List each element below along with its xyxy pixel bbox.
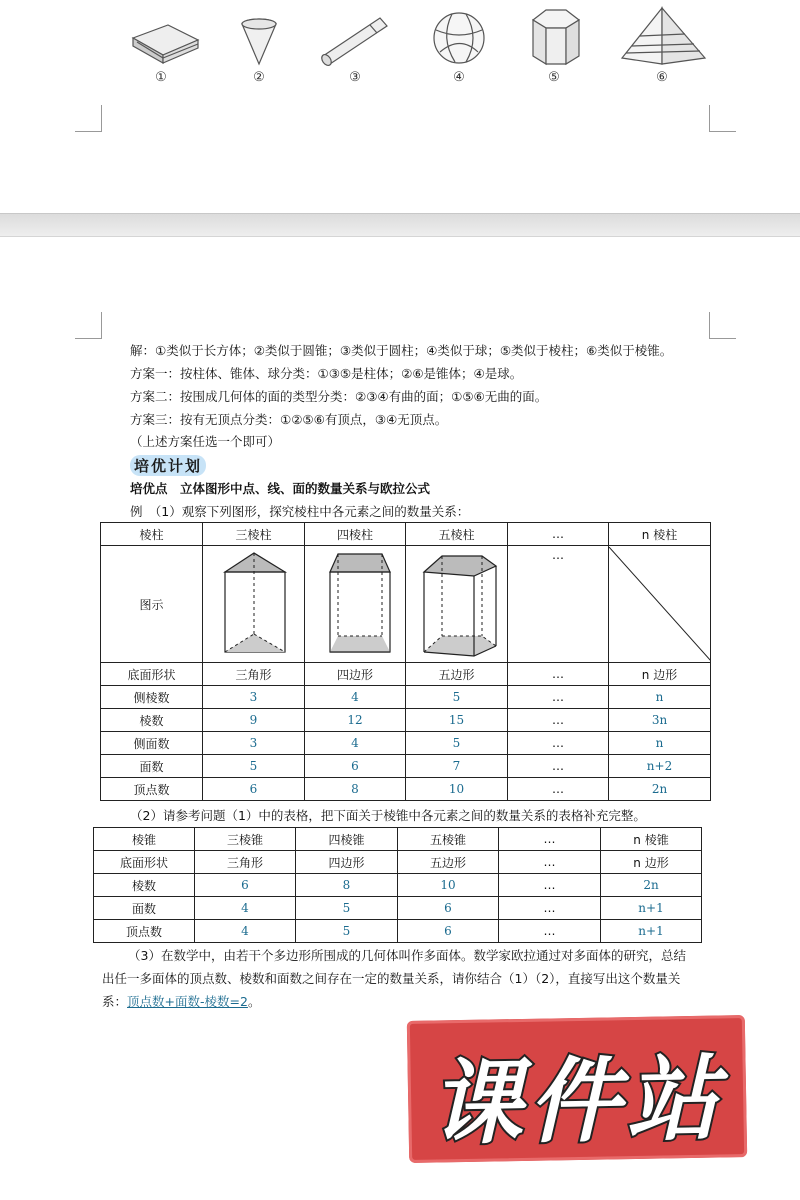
shape-label-3: ③	[349, 70, 361, 85]
table-cell: 棱锥	[94, 828, 195, 851]
solution-line-5: （上述方案任选一个即可）	[130, 434, 281, 449]
square-prism-icon	[310, 548, 400, 658]
table-cell: 五棱柱	[406, 523, 508, 546]
shape-label-2: ②	[253, 70, 265, 85]
table-cell: …	[508, 663, 609, 686]
table-cell: 6	[195, 874, 296, 897]
table-cell: 五边形	[398, 851, 499, 874]
table-cell: 5	[296, 920, 398, 943]
table-cell: 2n	[609, 778, 711, 801]
table-cell: 4	[195, 920, 296, 943]
table-cell: …	[508, 686, 609, 709]
square-prism-figure	[305, 546, 406, 663]
table-cell: 侧棱数	[101, 686, 203, 709]
table-cell: 10	[406, 778, 508, 801]
table-cell: …	[508, 778, 609, 801]
table-cell: 底面形状	[101, 663, 203, 686]
table-cell: 面数	[94, 897, 195, 920]
table-cell: …	[508, 755, 609, 778]
table-cell: 10	[398, 874, 499, 897]
table-row	[101, 686, 711, 709]
pencil-box-icon	[533, 10, 579, 64]
table-cell: 5	[406, 732, 508, 755]
solution-line-3: 方案二：按围成几何体的面的类型分类：②③④有曲的面；①⑤⑥无曲的面。	[130, 389, 548, 404]
page-separator	[0, 213, 800, 237]
table-cell: …	[508, 732, 609, 755]
table-cell: 3	[203, 686, 305, 709]
table-cell: 棱数	[101, 709, 203, 732]
table-cell: 4	[305, 732, 406, 755]
table-cell: 8	[296, 874, 398, 897]
pyramid-table	[93, 827, 702, 943]
section-heading: 培优计划	[130, 455, 206, 476]
table-cell: n	[609, 686, 711, 709]
table-row	[101, 755, 711, 778]
table-cell: 7	[406, 755, 508, 778]
table-cell: n+1	[601, 897, 702, 920]
page-corner-mark	[709, 312, 736, 339]
table-cell: 五边形	[406, 663, 508, 686]
table-cell: 6	[398, 897, 499, 920]
table-cell: 三角形	[203, 663, 305, 686]
triangular-prism-figure	[203, 546, 305, 663]
section-subheading: 培优点 立体图形中点、线、面的数量关系与欧拉公式	[130, 481, 431, 496]
table-cell: …	[508, 523, 609, 546]
table-cell: 5	[203, 755, 305, 778]
table-row	[101, 732, 711, 755]
table-cell: 棱数	[94, 874, 195, 897]
table-cell: 5	[296, 897, 398, 920]
table-cell: n 边形	[601, 851, 702, 874]
example-intro: 例 （1）观察下列图形，探究棱柱中各元素之间的数量关系：	[130, 504, 470, 519]
table-cell: …	[499, 874, 601, 897]
table-cell: 2n	[601, 874, 702, 897]
part3-line-1: （3）在数学中，由若干个多边形所围成的几何体叫作多面体。数学家欧拉通过对多面体的研究，总结	[128, 948, 686, 963]
table-cell: …	[508, 546, 609, 663]
table-cell: 四边形	[305, 663, 406, 686]
table-row	[94, 897, 702, 920]
shape-label-4: ④	[453, 70, 465, 85]
part2-text: （2）请参考问题（1）中的表格，把下面关于棱锥中各元素之间的数量关系的表格补充完整。	[130, 808, 646, 823]
table-cell: 6	[305, 755, 406, 778]
table-cell: 四棱柱	[305, 523, 406, 546]
shape-label-1: ①	[155, 70, 167, 85]
table-cell: 9	[203, 709, 305, 732]
watermark-stamp	[407, 1015, 747, 1163]
table-row	[101, 709, 711, 732]
table-cell: 4	[195, 897, 296, 920]
shape-label-5: ⑤	[548, 70, 560, 85]
table-row	[101, 778, 711, 801]
table-cell: 4	[305, 686, 406, 709]
pentagonal-prism-icon	[412, 548, 502, 658]
pentagonal-prism-figure	[406, 546, 508, 663]
table-row	[94, 851, 702, 874]
table-row-figures	[101, 546, 711, 663]
book-icon	[133, 25, 198, 63]
table-cell: 三角形	[195, 851, 296, 874]
stamp-text: 课件站	[429, 1045, 726, 1158]
diagonal-line-icon	[609, 547, 711, 661]
part3-line-2: 出任一多面体的顶点数、棱数和面数之间存在一定的数量关系，请你结合（1）（2），直接写出这个数量关	[102, 971, 681, 986]
part3-suffix: 。	[247, 994, 261, 1009]
table-cell: 6	[398, 920, 499, 943]
table-cell: 8	[305, 778, 406, 801]
table-cell: …	[499, 897, 601, 920]
part3-prefix: 系：	[102, 994, 128, 1009]
n-prism-figure	[609, 546, 711, 663]
pencil-icon	[320, 18, 387, 67]
table-cell: 四边形	[296, 851, 398, 874]
table-cell: 15	[406, 709, 508, 732]
table-row	[101, 523, 711, 546]
table-cell: 棱柱	[101, 523, 203, 546]
page-corner-mark	[75, 105, 102, 132]
table-row	[94, 920, 702, 943]
table-cell: …	[499, 851, 601, 874]
table-cell: 3n	[609, 709, 711, 732]
table-cell: …	[508, 709, 609, 732]
table-row	[101, 663, 711, 686]
table-cell: 面数	[101, 755, 203, 778]
page-corner-mark	[709, 105, 736, 132]
table-cell: 侧面数	[101, 732, 203, 755]
table-cell: n+1	[601, 920, 702, 943]
prism-table	[100, 522, 711, 801]
table-cell: n	[609, 732, 711, 755]
shape-label-6: ⑥	[656, 70, 668, 85]
table-cell: 12	[305, 709, 406, 732]
table-cell: n 边形	[609, 663, 711, 686]
page-corner-mark	[75, 312, 102, 339]
table-cell: 顶点数	[94, 920, 195, 943]
table-cell: 四棱锥	[296, 828, 398, 851]
table-cell: 三棱锥	[195, 828, 296, 851]
table-cell: n+2	[609, 755, 711, 778]
part3-line-3	[102, 992, 260, 1012]
table-cell: n 棱柱	[609, 523, 711, 546]
table-cell: 6	[203, 778, 305, 801]
table-row	[94, 828, 702, 851]
table-cell: 图示	[101, 546, 203, 663]
table-row	[94, 874, 702, 897]
solution-line-4: 方案三：按有无顶点分类：①②⑤⑥有顶点，③④无顶点。	[130, 412, 448, 427]
table-cell: …	[499, 828, 601, 851]
ball-icon	[434, 13, 484, 63]
table-cell: 5	[406, 686, 508, 709]
table-cell: 底面形状	[94, 851, 195, 874]
euler-formula-answer: 顶点数+面数-棱数=2	[127, 994, 248, 1009]
cone-icon	[242, 19, 276, 64]
table-cell: 顶点数	[101, 778, 203, 801]
table-cell: …	[499, 920, 601, 943]
solution-line-1: 解：①类似于长方体；②类似于圆锥；③类似于圆柱；④类似于球；⑤类似于棱柱；⑥类似于棱锥。	[130, 343, 673, 358]
shapes-strip	[0, 0, 800, 100]
table-cell: 五棱锥	[398, 828, 499, 851]
table-cell: 3	[203, 732, 305, 755]
triangular-prism-icon	[209, 548, 299, 658]
solution-line-2: 方案一：按柱体、锥体、球分类：①③⑤是柱体；②⑥是锥体；④是球。	[130, 366, 523, 381]
pyramid-icon	[622, 8, 705, 64]
table-cell: 三棱柱	[203, 523, 305, 546]
table-cell: n 棱锥	[601, 828, 702, 851]
